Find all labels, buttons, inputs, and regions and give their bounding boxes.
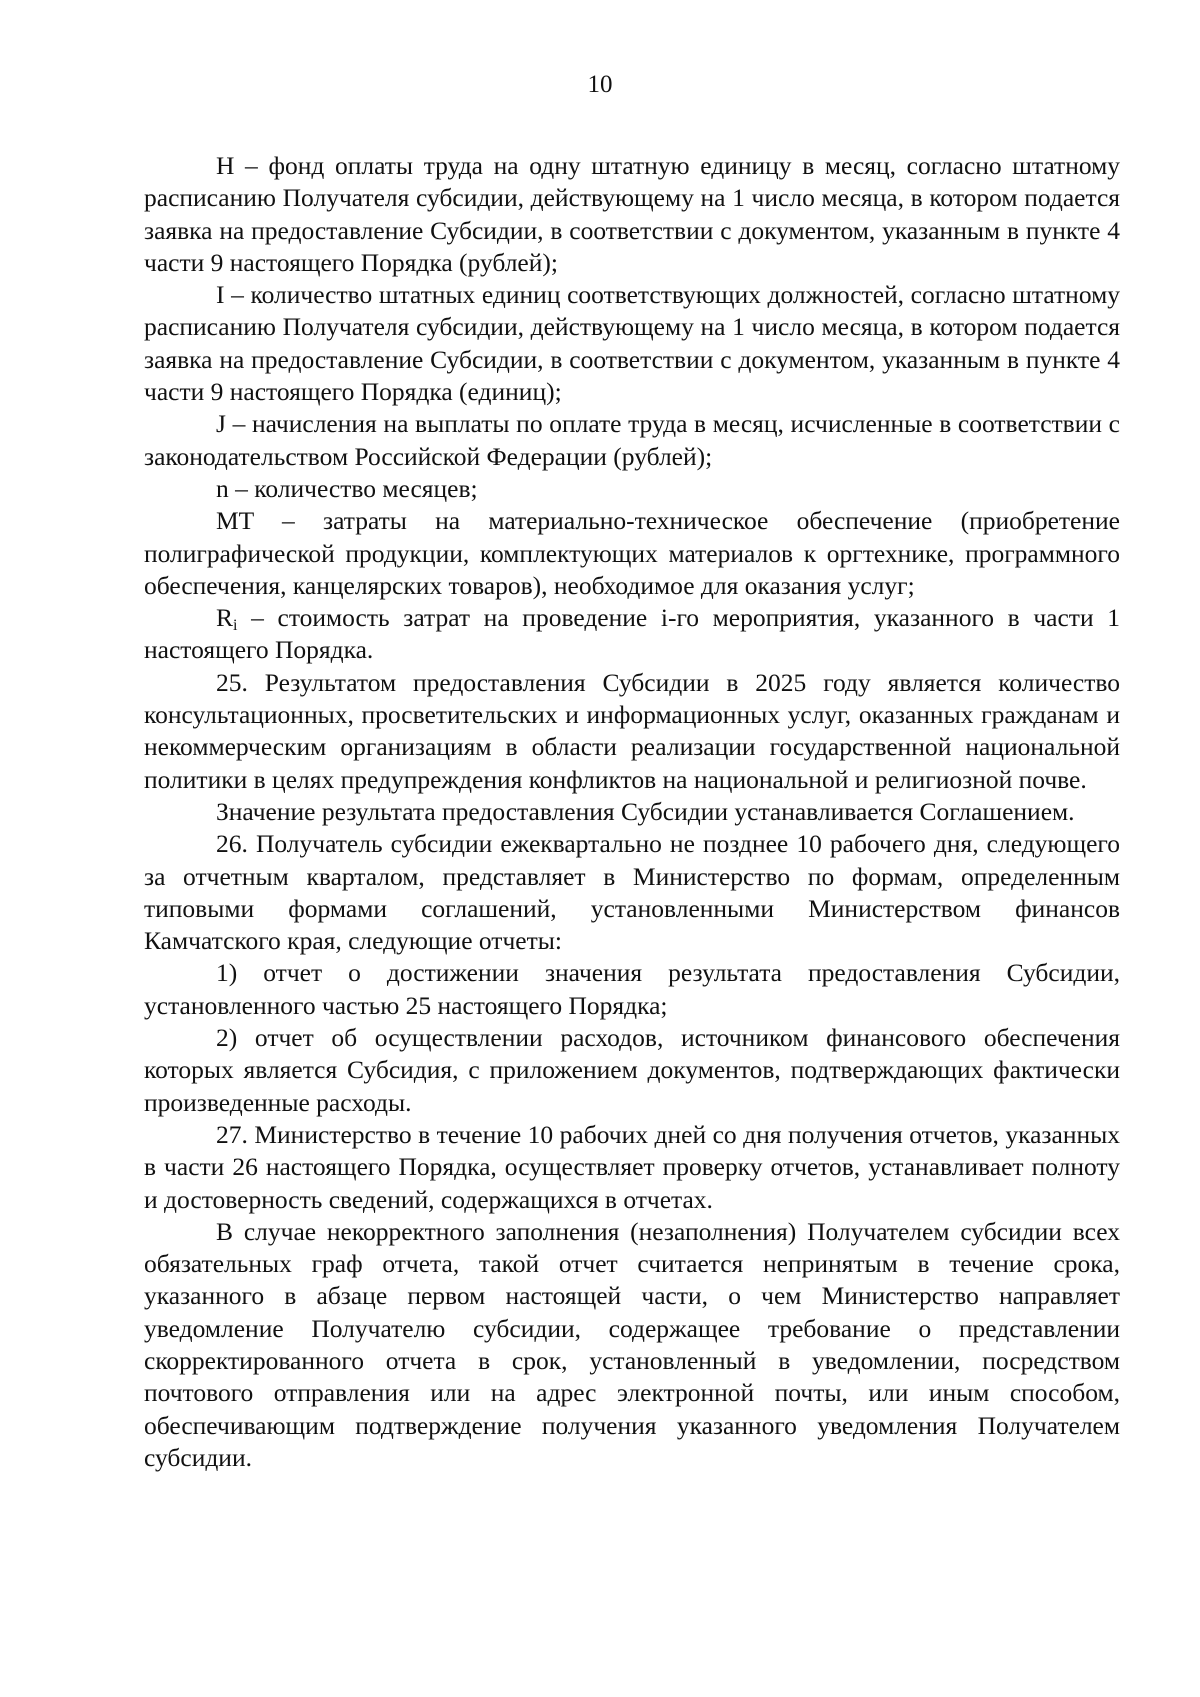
paragraph-n-definition: n – количество месяцев;: [216, 473, 478, 503]
paragraph-27-incorrect-filling: В случае некорректного заполнения (незаполнения) Получателем субсидии всех обязательных граф отчета, такой отчет считается непринятым в течение срока, указанного в абзаце первом настоящей части, о чем Министерство направляет уведомление Получателю субсидии, содержащее требование о представлении скорректированного отчета в срок, установленный в уведомлении, посредством почтового отправления или на адрес электронной почты, или иным способом, обеспечивающим подтверждение получения указанного уведомления Получателем субсидии.: [144, 1216, 1120, 1472]
paragraph-h-definition: H – фонд оплаты труда на одну штатную единицу в месяц, согласно штатному расписанию Получателя субсидии, действующему на 1 число месяца, в котором подается заявка на предоставление Субсидии, в соответствии с документом, указанным в пункте 4 части 9 настоящего Порядка (рублей);: [144, 151, 1120, 277]
paragraph-25-value: Значение результата предоставления Субсидии устанавливается Соглашением.: [216, 796, 1075, 826]
paragraph-ri-definition: [144, 602, 1120, 667]
paragraph-i-definition: I – количество штатных единиц соответствующих должностей, согласно штатному расписанию Получателя субсидии, действующему на 1 число месяца, в котором подается заявка на предоставление Субсидии, в соответствии с документом, указанным в пункте 4 части 9 настоящего Порядка (единиц);: [144, 280, 1120, 407]
ri-symbol: R: [216, 603, 234, 633]
paragraph-26: 26. Получатель субсидии ежеквартально не позднее 10 рабочего дня, следующего за отчетным кварталом, представляет в Министерство по формам, определенным типовыми формами соглашений, установленными Министерством финансов Камчатского края, следующие отчеты:: [144, 829, 1120, 956]
ri-text: – стоимость затрат на проведение i-го мероприятия, указанного в части 1 настоящего Порядка.: [144, 603, 1120, 665]
paragraph-26-item-1: 1) отчет о достижении значения результата предоставления Субсидии, установленного частью 25 настоящего Порядка;: [144, 958, 1120, 1020]
paragraph-mt-definition: MT – затраты на материально-техническое обеспечение (приобретение полиграфической продукции, комплектующих материалов к оргтехнике, программного обеспечения, канцелярских товаров), необходимое для оказания услуг;: [144, 506, 1120, 600]
paragraph-25: 25. Результатом предоставления Субсидии в 2025 году является количество консультационных, просветительских и информационных услуг, оказанных гражданам и некоммерческим организациям в области реализации государственной национальной политики в целях предупреждения конфликтов на национальной и религиозной почве.: [144, 667, 1120, 794]
document-body: [144, 150, 1120, 1474]
paragraph-27: 27. Министерство в течение 10 рабочих дней со дня получения отчетов, указанных в части 26 настоящего Порядка, осуществляет проверку отчетов, устанавливает полноту и достоверность сведений, содержащихся в отчетах.: [144, 1119, 1120, 1214]
ri-subscript: i: [233, 617, 238, 635]
paragraph-26-item-2: 2) отчет об осуществлении расходов, источником финансового обеспечения которых является Субсидия, с приложением документов, подтверждающих фактически произведенные расходы.: [144, 1023, 1120, 1117]
paragraph-j-definition: J – начисления на выплаты по оплате труда в месяц, исчисленные в соответствии с законодательством Российской Федерации (рублей);: [144, 409, 1120, 471]
page-number: 10: [587, 71, 613, 98]
